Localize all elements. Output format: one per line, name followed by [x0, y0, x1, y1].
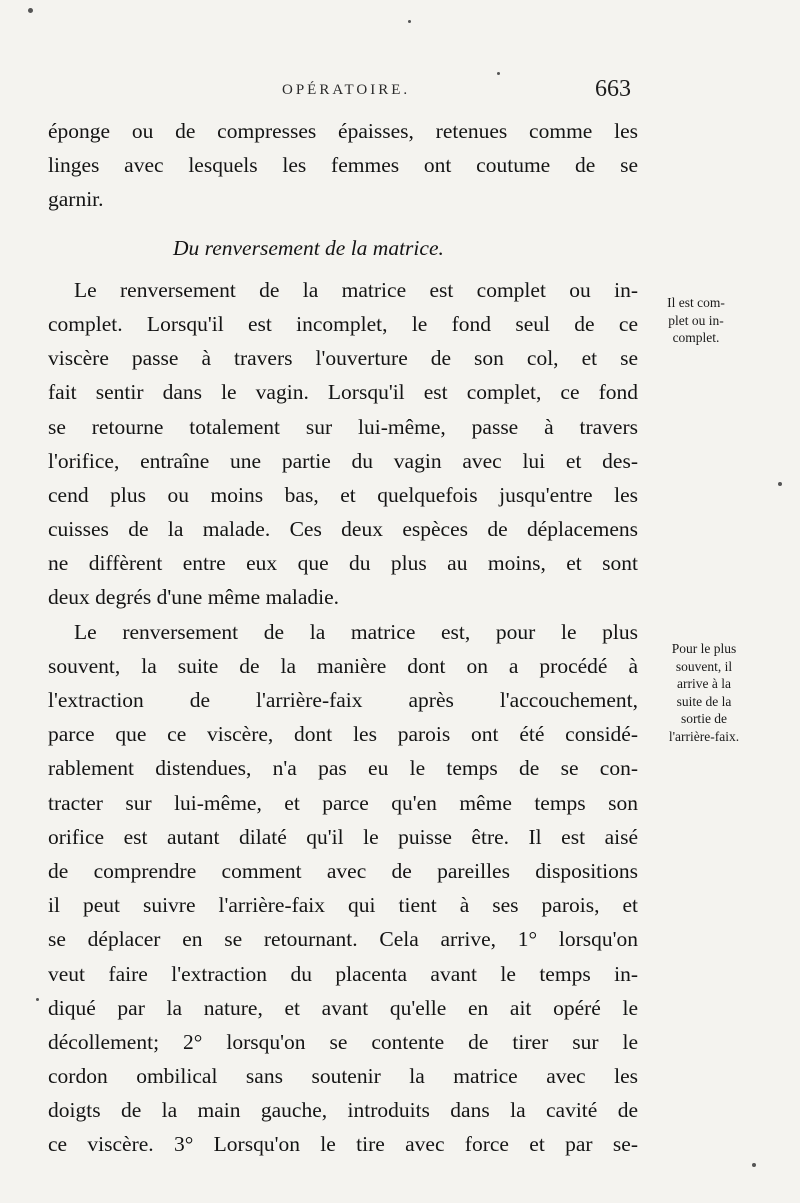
text-line: doigts de la main gauche, introduits dans la cavité de [48, 1098, 638, 1123]
margin-note-complete [648, 294, 744, 347]
margin-note-line: Pour le plus [671, 641, 737, 656]
text-line: de comprendre comment avec de pareilles dispositions [48, 858, 638, 883]
text-line: cordon ombilical sans soutenir la matrice avec les [48, 1064, 638, 1089]
text-line: Le renversement de la matrice est, pour le plus [74, 619, 638, 644]
text-line: il peut suivre l'arrière-faix qui tient à ses parois, et [48, 893, 638, 918]
margin-note-cause [646, 640, 762, 745]
text-line: ne diffèrent entre eux que du plus au moins, et sont [48, 551, 638, 576]
running-head [0, 78, 800, 104]
margin-note-line: souvent, il [675, 658, 733, 674]
text-line: linges avec lesquels les femmes ont coutume de se [48, 153, 638, 178]
text-line: tracter sur lui-même, et parce qu'en même temps son [48, 790, 638, 815]
page-number: 663 [595, 76, 631, 102]
text-line: se déplacer en se retournant. Cela arrive, 1° lorsqu'on [48, 927, 638, 952]
text-line: cuisses de la malade. Ces deux espèces de déplacemens [48, 517, 638, 542]
print-speck [408, 20, 411, 23]
text-line: Le renversement de la matrice est complet ou in- [74, 277, 638, 302]
section-heading: Du renversement de la matrice. [173, 235, 444, 260]
text-line: souvent, la suite de la manière dont on a procédé à [48, 653, 638, 678]
text-line: rablement distendues, n'a pas eu le temps de se con- [48, 756, 638, 781]
text-line: cend plus ou moins bas, et quelquefois jusqu'entre les [48, 482, 638, 507]
print-speck [778, 482, 782, 486]
text-line: viscère passe à travers l'ouverture de son col, et se [48, 346, 638, 371]
print-speck [36, 998, 39, 1001]
margin-note-line: sortie de [680, 711, 728, 726]
text-line: parce que ce viscère, dont les parois ont été considé- [48, 722, 638, 747]
text-line: éponge ou de compresses épaisses, retenues comme les [48, 119, 638, 143]
text-line: diqué par la nature, et avant qu'elle en ait opéré le [48, 995, 638, 1020]
text-line: veut faire l'extraction du placenta avant le temps in- [48, 961, 638, 986]
margin-note-line: plet ou in- [668, 312, 724, 328]
text-line: l'extraction de l'arrière-faix après l'accouchement, [48, 688, 638, 712]
margin-note-line: complet. [672, 330, 720, 345]
margin-note-line: Il est com- [667, 295, 725, 310]
margin-note-line: arrive à la [677, 676, 731, 691]
text-line: l'orifice, entraîne une partie du vagin avec lui et des- [48, 448, 638, 473]
print-speck [28, 8, 33, 13]
text-line: se retourne totalement sur lui-même, passe à travers [48, 414, 638, 439]
running-title: OPÉRATOIRE. [282, 82, 411, 98]
text-line: orifice est autant dilaté qu'il le puisse être. Il est aisé [48, 824, 638, 849]
text-line: ce viscère. 3° Lorsqu'on le tire avec force et par se- [48, 1132, 638, 1157]
print-speck [497, 72, 500, 75]
text-line: décollement; 2° lorsqu'on se contente de tirer sur le [48, 1029, 638, 1054]
text-line: deux degrés d'une même maladie. [48, 585, 340, 610]
margin-note-line: l'arrière-faix. [668, 728, 740, 744]
margin-note-line: suite de la [676, 693, 732, 709]
main-text [48, 114, 638, 1162]
text-line: complet. Lorsqu'il est incomplet, le fond seul de ce [48, 311, 638, 336]
print-speck [752, 1163, 756, 1167]
text-line: fait sentir dans le vagin. Lorsqu'il est complet, ce fond [48, 380, 638, 405]
text-line: garnir. [48, 187, 104, 212]
